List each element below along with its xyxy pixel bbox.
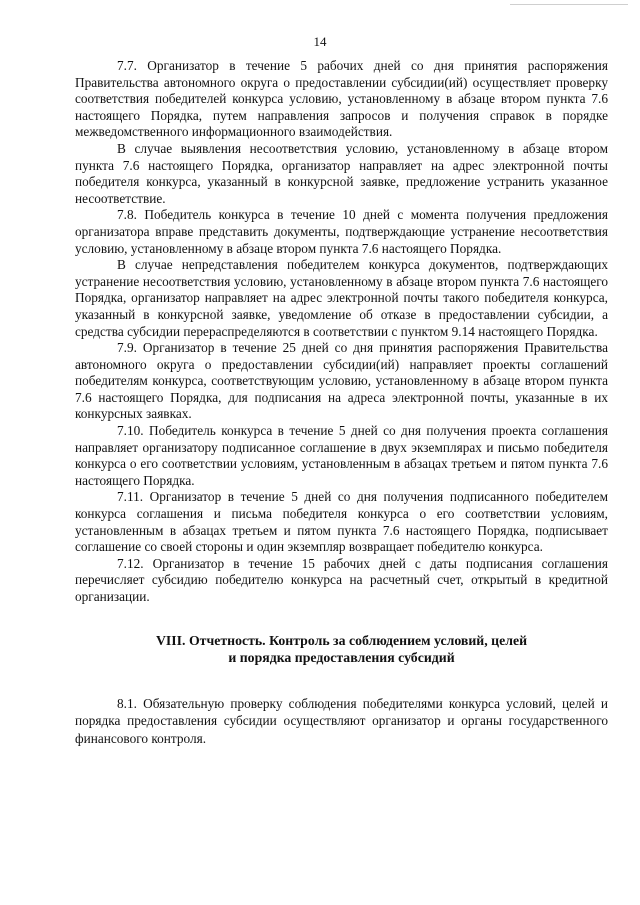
paragraph-8-1: 8.1. Обязательную проверку соблюдения победителями конкурса условий, целей и порядка предоставления субсидии осуществляют организатор и органы государственного финансового контроля.	[75, 695, 608, 747]
top-rule	[510, 4, 628, 5]
page-number: 14	[313, 34, 327, 49]
paragraph-7-8-case: В случае непредставления победителем конкурса документов, подтверждающих устранение несоответствия условию, установленному в абзаце втором пункта 7.6 настоящего Порядка, организатор направляет на адрес электронной почты такого победителя конкурса, указанный в конкурсной заявке, уведомление об отказе в предоставлении субсидии, а средства субсидии перераспределяются в соответствии с пунктом 9.14 настоящего Порядка.	[75, 257, 608, 339]
section-heading-line-2: и порядка предоставления субсидий	[228, 650, 455, 666]
paragraph-7-12: 7.12. Организатор в течение 15 рабочих дней с даты подписания соглашения перечисляет субсидию победителю конкурса на расчетный счет, открытый в кредитной организации.	[75, 555, 608, 604]
section-heading-line-1: VIII. Отчетность. Контроль за соблюдением условий, целей	[155, 632, 528, 648]
paragraph-7-7: 7.7. Организатор в течение 5 рабочих дней со дня принятия распоряжения Правительства автономного округа о предоставлении субсидии(ий) осуществляет проверку соответствия победителей конкурса условию, установленному в абзаце втором пункта 7.6 настоящего Порядка, путем направления запросов и получения справок в порядке межведомственного информационного взаимодействия.	[75, 58, 608, 140]
paragraph-7-7-case: В случае выявления несоответствия условию, установленному в абзаце втором пункта 7.6 настоящего Порядка, организатор направляет на адрес электронной почты победителя конкурса, указанный в конкурсной заявке, предложение устранить указанное несоответствие.	[75, 140, 608, 206]
document-body	[75, 58, 608, 748]
paragraph-7-10: 7.10. Победитель конкурса в течение 5 дней со дня получения проекта соглашения направляет организатору подписанное соглашение в двух экземплярах и письмо победителя конкурса о его соответствии условиям, установленным в абзацах третьем и пятом пункта 7.6 настоящего Порядка.	[75, 423, 608, 488]
section-heading	[75, 632, 608, 667]
paragraph-7-9: 7.9. Организатор в течение 25 дней со дня принятия распоряжения Правительства автономного округа о предоставлении субсидии(ий) направляет проекты соглашений победителям конкурса, соответствующим условию, установленному в абзаце втором пункта 7.6 настоящего Порядка, для подписания на адреса электронной почты, указанные в их конкурсных заявках.	[75, 340, 608, 422]
paragraph-7-11: 7.11. Организатор в течение 5 дней со дня получения подписанного победителем конкурса соглашения и письма победителя конкурса о его соответствии условиям, установленным в абзацах третьем и пятом пункта 7.6 настоящего Порядка, подписывает соглашение со своей стороны и один экземпляр возвращает победителю конкурса.	[75, 489, 608, 555]
paragraph-7-8: 7.8. Победитель конкурса в течение 10 дней с момента получения предложения организатора вправе представить документы, подтверждающие устранение несоответствия условию, установленному в абзаце втором пункта 7.6 настоящего Порядка.	[75, 207, 608, 256]
